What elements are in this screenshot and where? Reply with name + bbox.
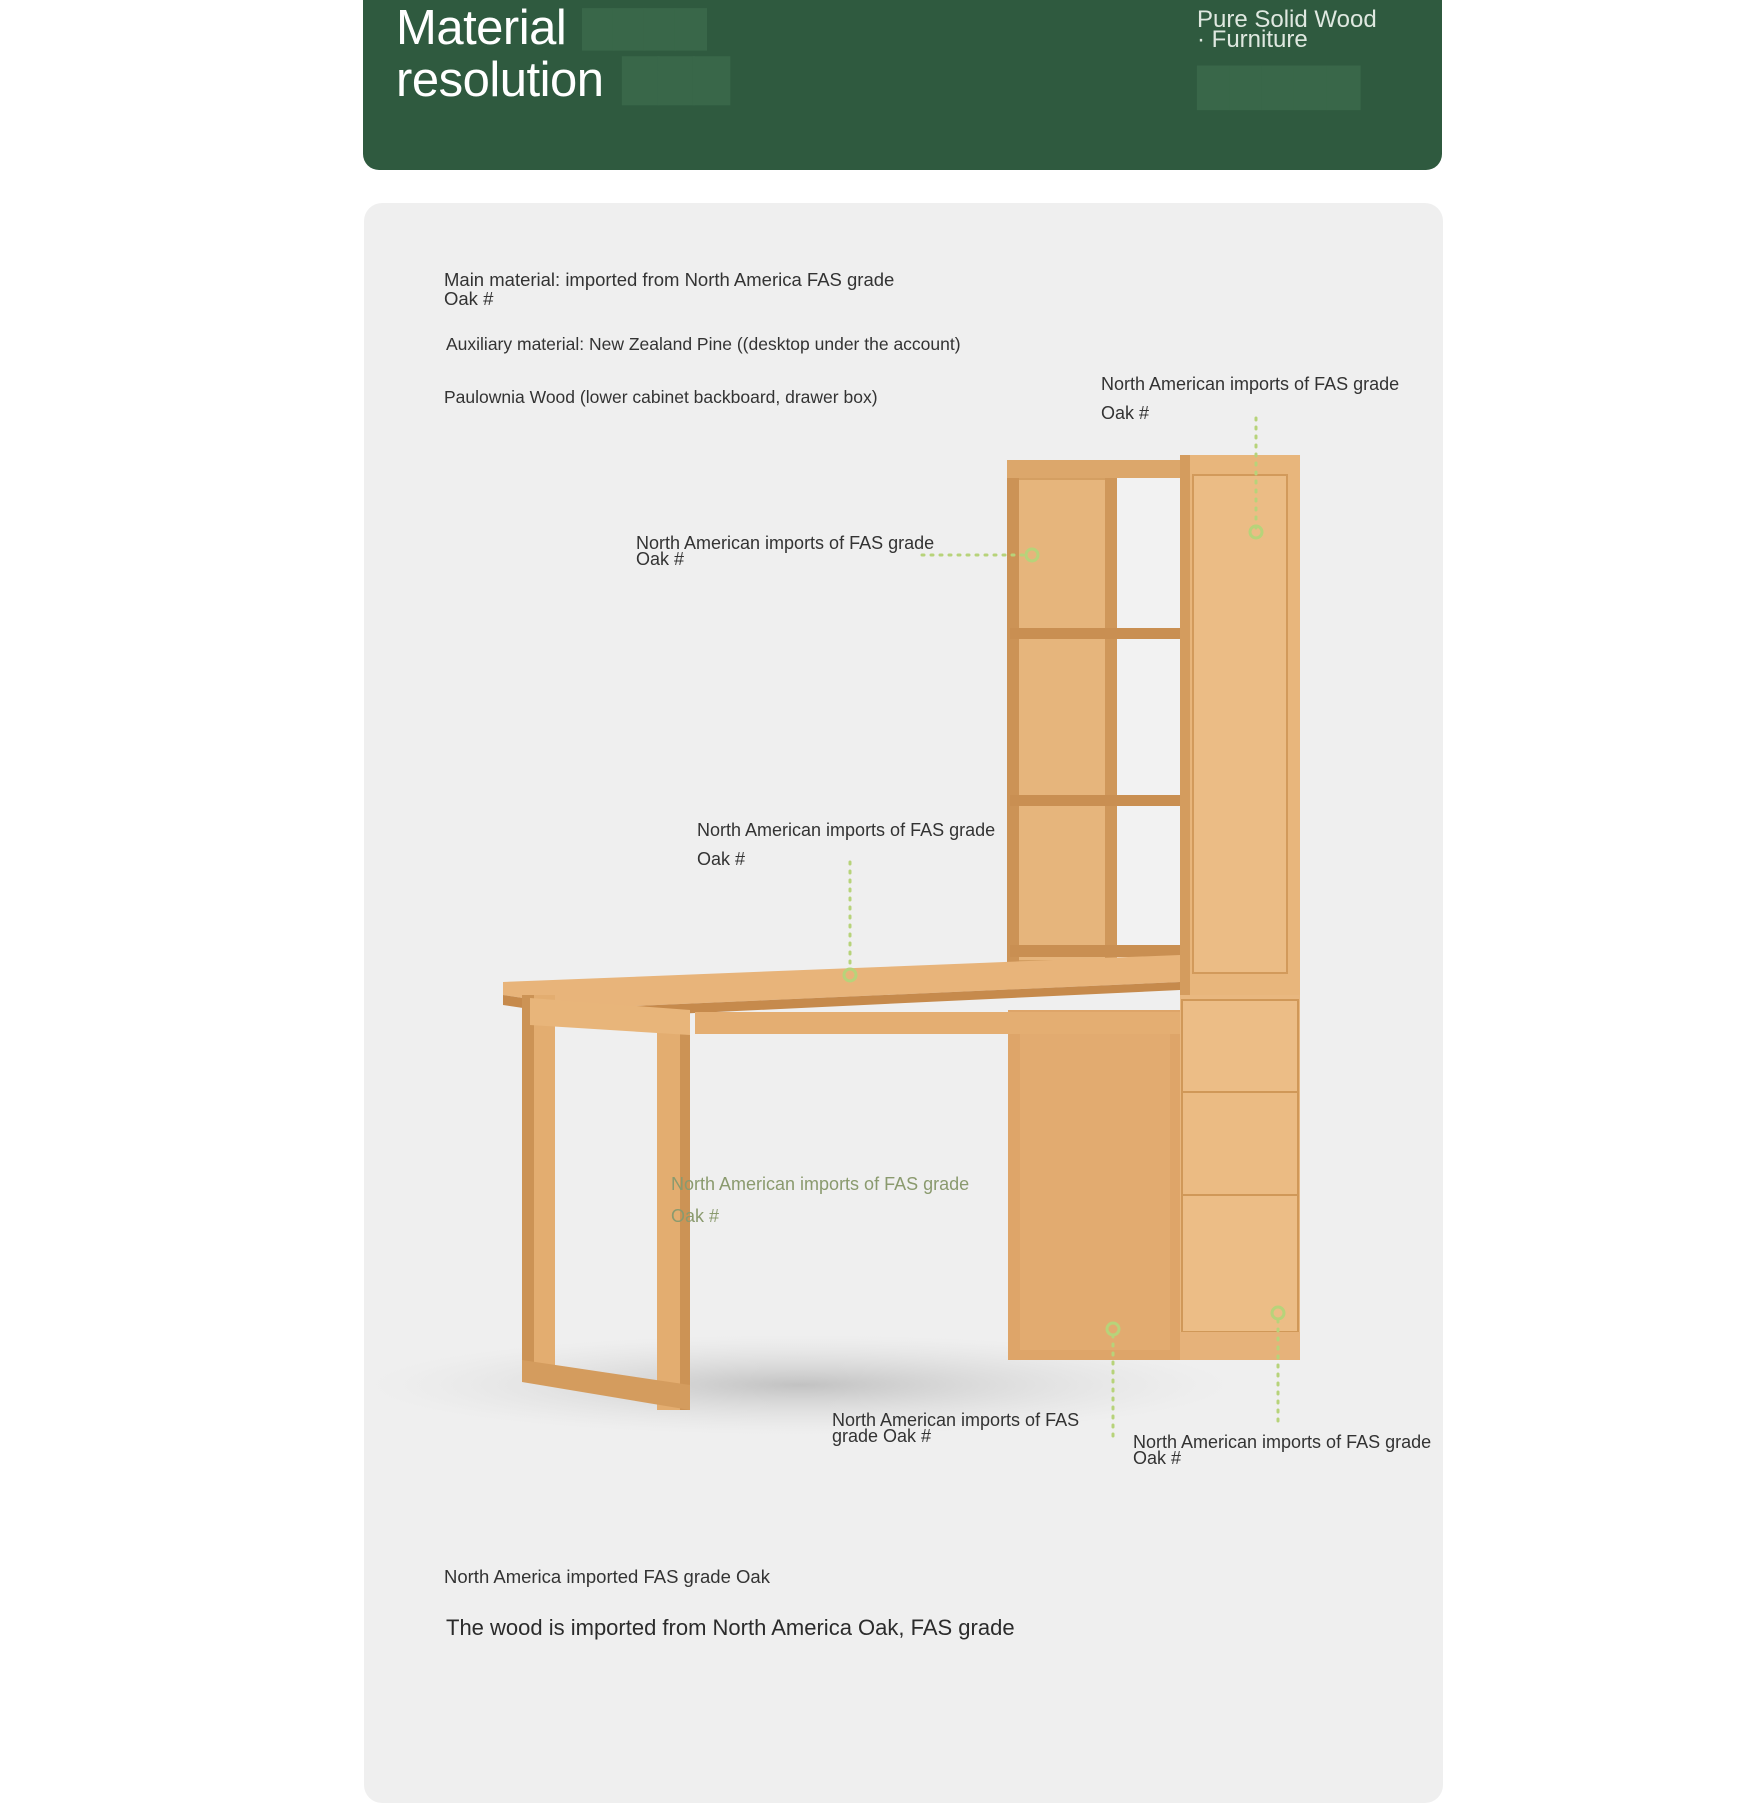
header-watermark: ▇▇▇▇▇ [1198, 61, 1360, 108]
tall-cabinet-door [1180, 455, 1300, 995]
footer-description: The wood is imported from North America Oak, FAS grade [446, 1615, 1015, 1640]
callout-drawer: North American imports of FAS grade Oak # [1133, 1432, 1432, 1468]
drawer-stack [1180, 1000, 1300, 1360]
callout-desktop: North American imports of FAS grade Oak # [697, 820, 996, 869]
header-watermark: ▇▇▇ [623, 51, 730, 103]
page-title: Material resolution [396, 1, 604, 107]
callout-leg: North American imports of FAS grade Oak # [671, 1174, 970, 1226]
callout-shelf: North American imports of FAS grade Oak # [636, 533, 935, 569]
header-watermark: ▇▇▇▇ [583, 5, 707, 49]
paulownia-material-text: Paulownia Wood (lower cabinet backboard, drawer box) [444, 387, 878, 407]
auxiliary-material-text: Auxiliary material: New Zealand Pine ((desktop under the account) [446, 334, 961, 354]
callout-top-right: North American imports of FAS grade Oak # [1101, 374, 1400, 423]
callout-cabinet: North American imports of FAS grade Oak # [832, 1410, 1080, 1446]
bookshelf-unit [1007, 460, 1185, 970]
footer-heading: North America imported FAS grade Oak [444, 1566, 770, 1587]
main-material-text: Main material: imported from North America FAS grade Oak # [444, 269, 895, 309]
brand-tagline: Pure Solid Wood · Furniture [1197, 6, 1377, 53]
